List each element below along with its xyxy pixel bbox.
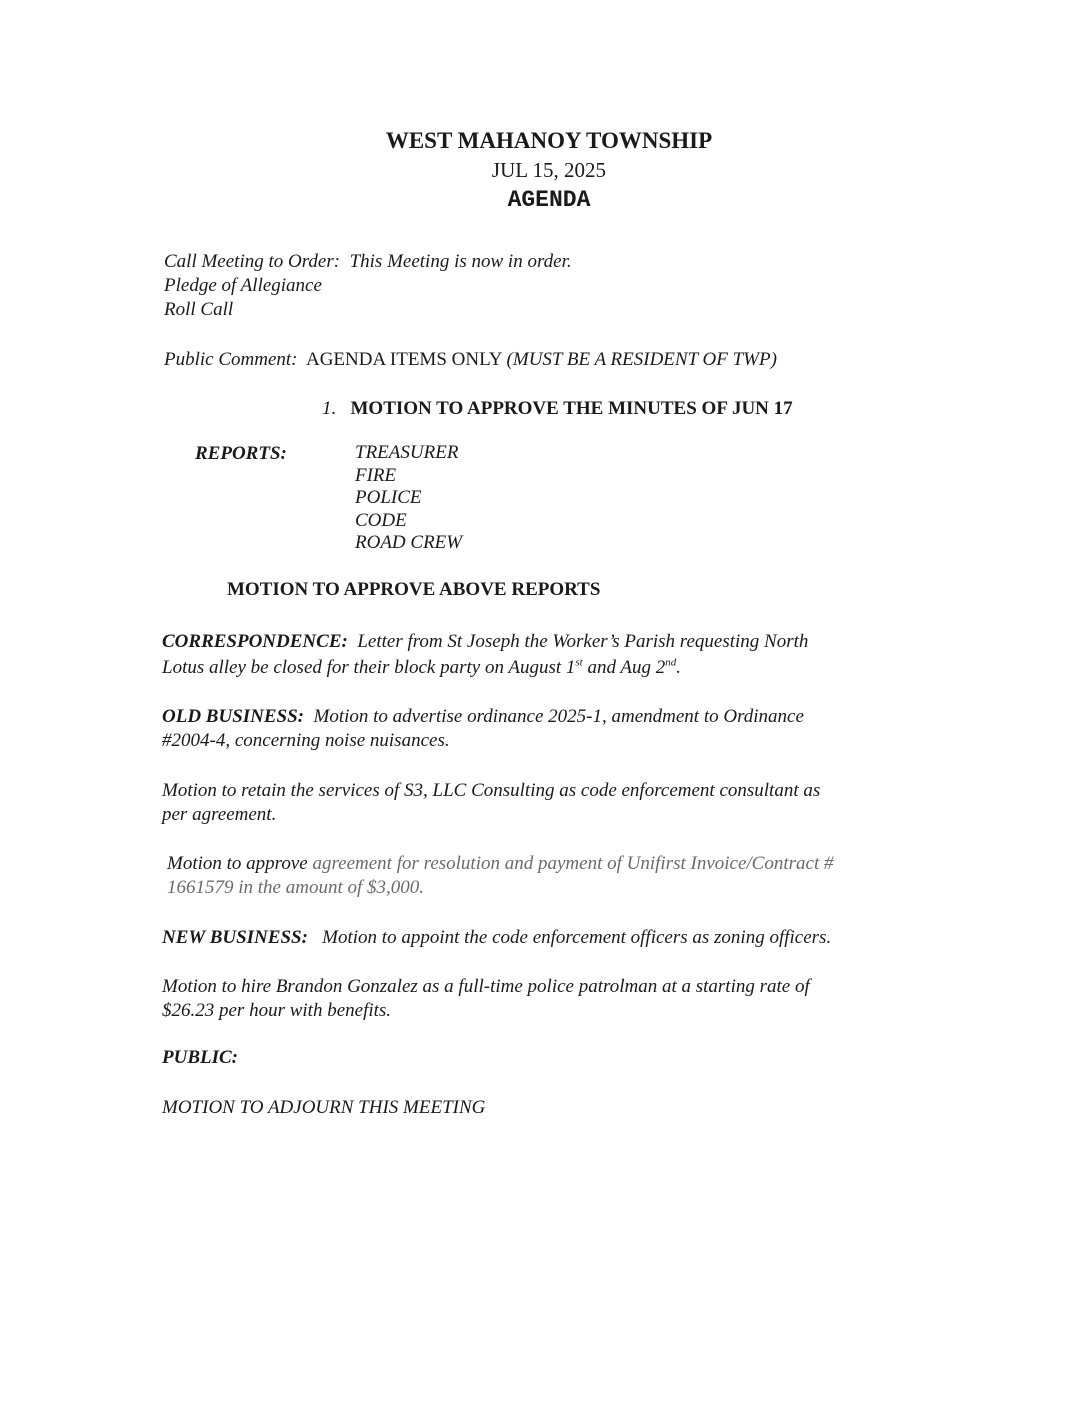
call-to-order-label: Call Meeting to Order: bbox=[164, 251, 341, 272]
new-business-text: Motion to hire Brandon Gonzalez as a full-time police patrolman at a starting rate of bbox=[162, 976, 810, 997]
public-comment-label: Public Comment: bbox=[164, 349, 298, 370]
correspondence-line: and Aug 2 bbox=[582, 657, 666, 678]
correspondence-line: Lotus alley be closed for their block party on August 1 bbox=[162, 657, 576, 678]
public-comment-text: AGENDA ITEMS ONLY bbox=[305, 349, 502, 370]
old-business-text: 1661579 in the amount of $3,000. bbox=[167, 877, 425, 898]
report-item: FIRE bbox=[355, 464, 397, 486]
motion-approve-minutes bbox=[322, 397, 793, 421]
reports-list bbox=[355, 442, 462, 555]
roll-call: Roll Call bbox=[164, 299, 234, 320]
public-comment bbox=[164, 348, 777, 372]
township-name: WEST MAHANOY TOWNSHIP bbox=[385, 128, 713, 153]
motion-text: MOTION TO APPROVE THE MINUTES OF JUN 17 bbox=[350, 398, 793, 419]
pledge-of-allegiance: Pledge of Allegiance bbox=[164, 275, 322, 296]
meeting-date: JUL 15, 2025 bbox=[491, 158, 607, 182]
new-business-text: $26.23 per hour with benefits. bbox=[162, 1000, 392, 1021]
call-to-order bbox=[164, 250, 572, 274]
reports-label: REPORTS: bbox=[195, 443, 287, 464]
correspondence bbox=[162, 630, 808, 680]
correspondence-line: Letter from St Joseph the Worker’s Parish requesting North bbox=[357, 631, 809, 652]
old-business-text: Motion to retain the services of S3, LLC Consulting as code enforcement consultant as bbox=[162, 780, 821, 801]
old-business-text: agreement for resolution and payment of Unifirst Invoice/Contract # bbox=[312, 853, 834, 874]
correspondence-line: . bbox=[676, 657, 681, 678]
new-business-label: NEW BUSINESS: bbox=[162, 927, 308, 948]
motion-number: 1. bbox=[322, 398, 337, 419]
correspondence-label: CORRESPONDENCE: bbox=[162, 631, 348, 652]
page-title: AGENDA bbox=[507, 187, 591, 213]
old-business-item-2 bbox=[162, 779, 820, 827]
report-item: TREASURER bbox=[355, 442, 459, 463]
report-item: ROAD CREW bbox=[355, 532, 463, 553]
old-business-item-1 bbox=[162, 705, 804, 753]
new-business-item-1 bbox=[162, 926, 831, 950]
report-item: CODE bbox=[355, 509, 407, 531]
old-business-text: Motion to advertise ordinance 2025-1, amendment to Ordinance bbox=[313, 706, 804, 727]
call-to-order-text: This Meeting is now in order. bbox=[349, 251, 572, 272]
old-business-label: OLD BUSINESS: bbox=[162, 706, 305, 727]
motion-approve-reports: MOTION TO APPROVE ABOVE REPORTS bbox=[227, 579, 601, 600]
new-business-item-2 bbox=[162, 975, 810, 1023]
motion-adjourn: MOTION TO ADJOURN THIS MEETING bbox=[162, 1097, 486, 1118]
report-item: POLICE bbox=[355, 487, 422, 508]
ordinal-suffix: st bbox=[575, 656, 583, 669]
public-label: PUBLIC: bbox=[162, 1047, 238, 1068]
public-comment-note: (MUST BE A RESIDENT OF TWP) bbox=[506, 349, 777, 370]
old-business-text: per agreement. bbox=[162, 804, 277, 825]
new-business-text: Motion to appoint the code enforcement officers as zoning officers. bbox=[322, 927, 832, 948]
ordinal-suffix: nd bbox=[665, 656, 677, 669]
old-business-text: #2004-4, concerning noise nuisances. bbox=[162, 730, 450, 751]
old-business-text: Motion to approve bbox=[167, 853, 308, 874]
old-business-item-3 bbox=[167, 852, 834, 900]
